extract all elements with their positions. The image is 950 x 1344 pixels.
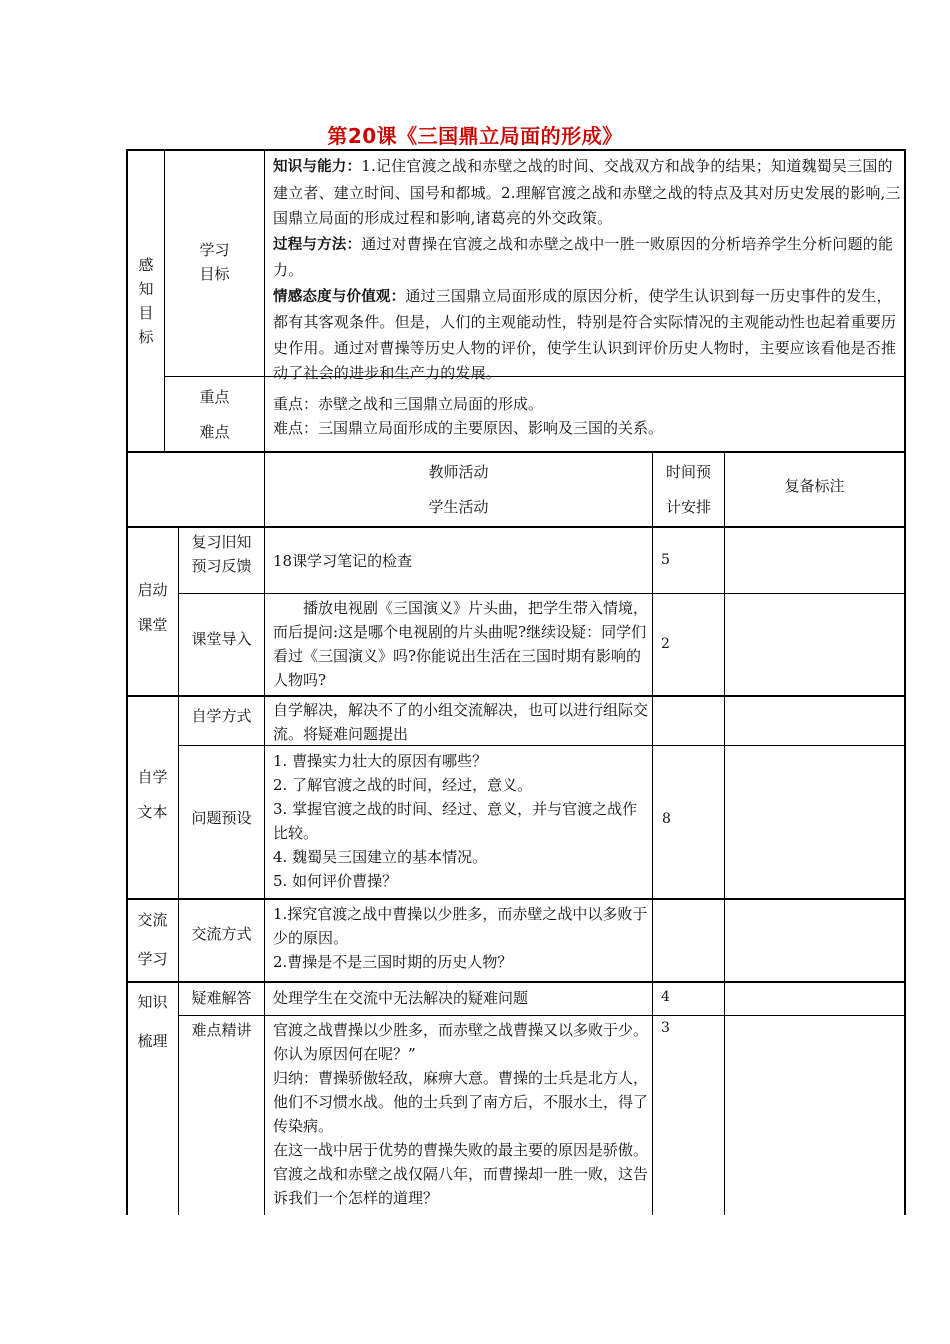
explain-label: 难点精讲 [191,1021,252,1039]
list-item: 1. 曹操实力壮大的原因有哪些？ [273,752,488,770]
answer-time: 4 [661,989,670,1005]
keypoints-content: 重点：赤壁之战和三国鼎立局面的形成。 难点：三国鼎立局面形成的主要原因、影响及三国的关系。 [273,395,664,437]
group-label-knowledge: 知识 梳理 [137,993,168,1050]
intro-time: 2 [661,636,670,652]
intro-content: 播放电视剧《三国演义》片头曲，把学生带入情境，而后提问:这是哪个电视剧的片头曲呢?继续设疑：同学们看过《三国演义》吗?你能说出生活在三国时期有影响的人物吗? [273,599,649,689]
exchange-content: 1.探究官渡之战中曹操以少胜多，而赤壁之战中以多败于少的原因。 2.曹操是不是三国时期的历史人物？ [273,905,648,971]
header-notes: 复备标注 [784,477,845,495]
list-item: 3. 掌握官渡之战的时间、经过、意义，并与官渡之战作比较。 [273,800,638,842]
questions-label: 问题预设 [191,809,252,827]
review-label: 复习旧知 预习反馈 [191,533,252,575]
questions-time: 8 [662,811,671,827]
list-item: 5. 如何评价曹操？ [273,872,398,890]
exchange-label: 交流方式 [191,925,252,943]
intro-label: 课堂导入 [191,630,252,648]
side-label-perception-goals: 感 知 目 标 [138,256,154,346]
self-study-label: 自学方式 [191,707,252,725]
header-time: 时间预 计安排 [665,463,711,516]
group-label-self-study: 自学 文本 [137,768,168,821]
review-content: 18课学习笔记的检查 [273,552,413,570]
header-activities: 教师活动 学生活动 [428,463,489,516]
list-item: 2. 了解官渡之战的时间，经过，意义。 [273,776,533,794]
goals-label: 学习 目标 [199,241,230,283]
self-study-content: 自学解决，解决不了的小组交流解决，也可以进行组际交流。将疑难问题提出 [273,701,649,743]
keypoints-label: 重点 难点 [199,388,230,441]
review-time: 5 [661,552,670,568]
questions-list [273,749,649,893]
group-label-exchange: 交流 学习 [137,911,168,968]
answer-label: 疑难解答 [191,989,252,1007]
list-item: 4. 魏蜀吴三国建立的基本情况。 [273,848,488,866]
learning-goals-content: 知识与能力：1.记住官渡之战和赤壁之战的时间、交战双方和战争的结果；知道魏蜀吴三国的建立者、建立时间、国号和都城。2.理解官渡之战和赤壁之战的特点及其对历史发展的影响,三国鼎立局面的形成过程和影响,诸葛亮的外交政策。 过程与方法：通过对曹操在官渡之战和赤壁之战中一胜一败原因的分析培养学生分析问题的能力。 情感态度与价值观：通过三国鼎立局面形成的原因分析，使学生认识到每一历史事件的发生，都有其客观条件。但是，人们的主观能动性，特别是符合实际情况的主观能动性也起着重要历史作用。通过对曹操等历史人物的评价，使学生认识到评价历史人物时，主要应该看他是否推动了社会的进步和生产力的发展。 [273,157,901,382]
explain-time: 3 [661,1020,670,1036]
page-title: 第20课《三国鼎立局面的形成》 [327,124,623,148]
answer-content: 处理学生在交流中无法解决的疑难问题 [273,989,529,1007]
group-label-start: 启动 课堂 [137,581,168,634]
explain-content: 官渡之战曹操以少胜多，而赤壁之战曹操又以多败于少。你认为原因何在呢？” 归纳：曹操骄傲轻敌，麻痹大意。曹操的士兵是北方人，他们不习惯水战。他的士兵到了南方后，不服水土，得了传染病。 在这一战中居于优势的曹操失败的最主要的原因是骄傲。官渡之战和赤壁之战仅隔八年，而曹操却一胜一败，这告诉我们一个怎样的道理？ [273,1021,649,1207]
